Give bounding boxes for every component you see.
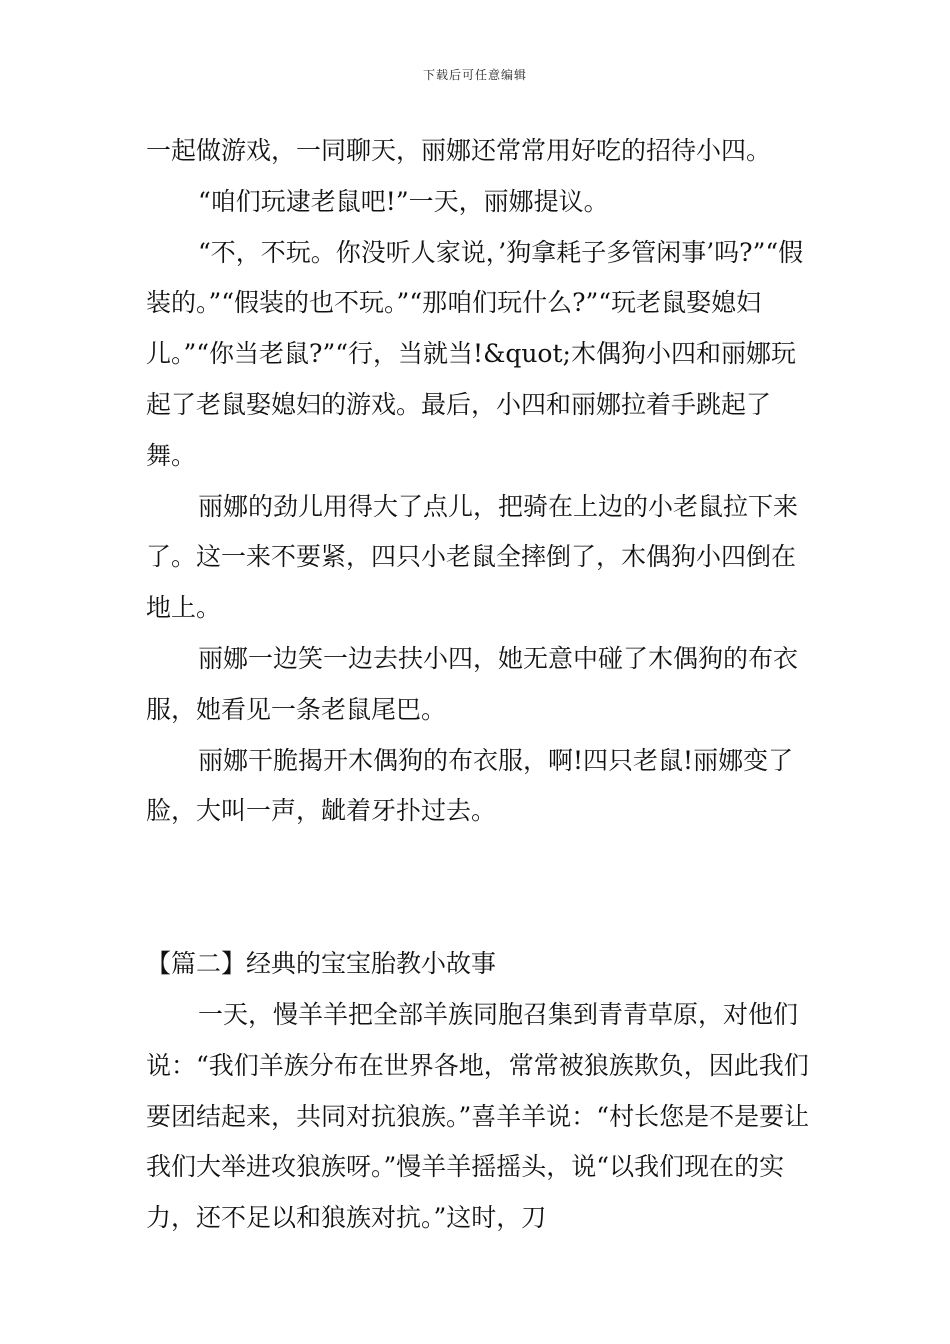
- paragraph: 一起做游戏，一同聊天，丽娜还常常用好吃的招待小四。: [146, 136, 772, 165]
- section-spacer: [146, 837, 816, 939]
- document-body: [146, 126, 816, 1244]
- paragraph: 丽娜干脆揭开木偶狗的布衣服，啊!四只老鼠!丽娜变了脸，大叫一声，龇着牙扑过去。: [146, 745, 794, 826]
- paragraph: “咱们玩逮老鼠吧!”一天，丽娜提议。: [198, 186, 609, 216]
- paragraph: 丽娜的劲儿用得大了点儿，把骑在上边的小老鼠拉下来了。这一来不要紧，四只小老鼠全摔倒了，木偶狗小四倒在地上。: [146, 491, 799, 623]
- paragraph: 丽娜一边笑一边去扶小四，她无意中碰了木偶狗的布衣服，她看见一条老鼠尾巴。: [146, 643, 799, 724]
- page-header-note: 下载后可任意编辑: [422, 68, 527, 82]
- paragraph: 一天，慢羊羊把全部羊族同胞召集到青青草原，对他们说：“我们羊族分布在世界各地，常常被狼族欺负，因此我们要团结起来，共同对抗狼族。”喜羊羊说：“村长您是不是要让我们大举进攻狼族呀。”慢羊羊摇摇头，说“以我们现在的实力，还不足以和狼族对抗。”这时，刀: [146, 999, 810, 1233]
- paragraph: “不，不玩。你没听人家说，’狗拿耗子多管闲事’吗?”“假装的。”“假装的也不玩。”“那咱们玩什么?”“玩老鼠娶媳妇儿。”“你当老鼠?”“行，当就当!&quot;木偶狗小四和丽娜玩起了老鼠娶媳妇的游戏。最后，小四和丽娜拉着手跳起了舞。: [146, 237, 804, 470]
- section-title: 【篇二】经典的宝宝胎教小故事: [146, 949, 497, 979]
